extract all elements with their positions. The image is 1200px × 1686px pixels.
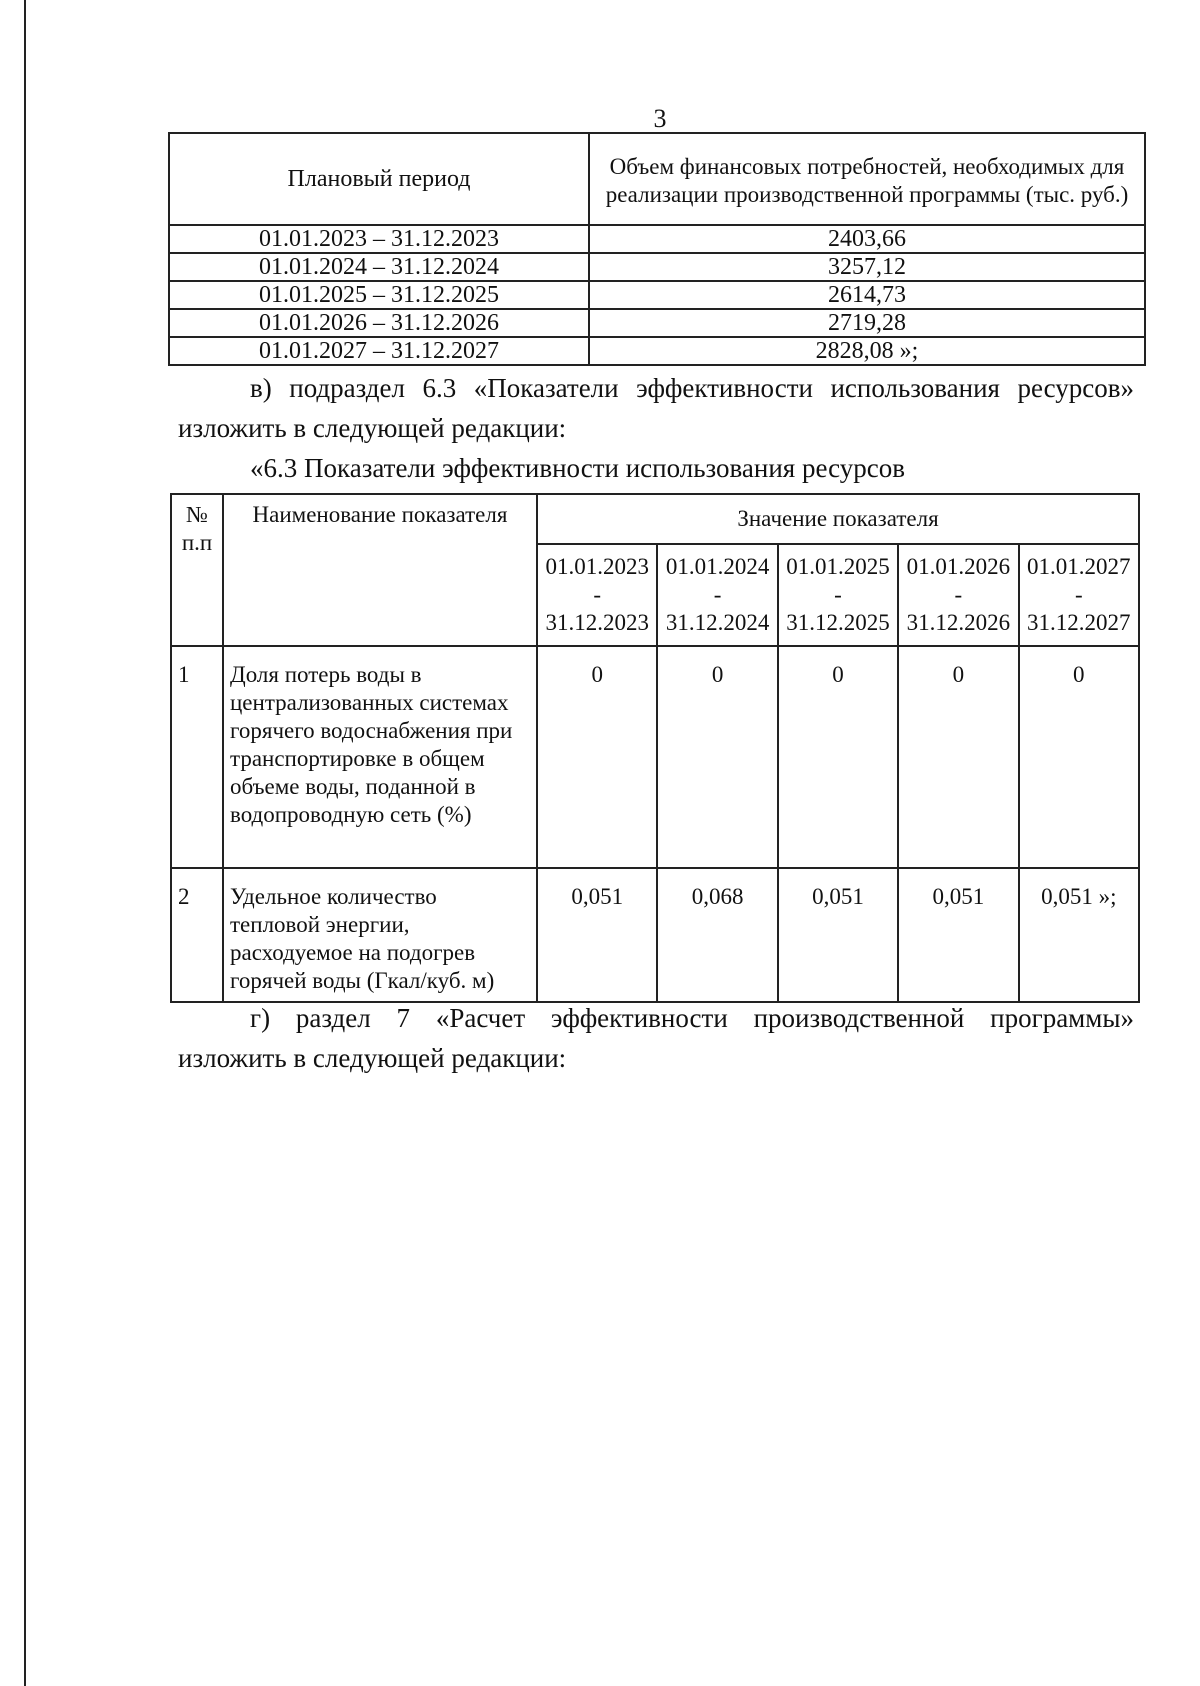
indicator-value: 0 <box>898 646 1018 868</box>
indicator-value: 0 <box>778 646 898 868</box>
period-from: 01.01.2023 <box>545 554 649 579</box>
period-cell: 01.01.2024 – 31.12.2024 <box>169 253 589 281</box>
table-row <box>169 337 1145 365</box>
page-number: 3 <box>653 104 667 133</box>
indicator-value: 0,051 <box>898 868 1018 1002</box>
value-cell: 2719,28 <box>589 309 1145 337</box>
period-to: 31.12.2023 <box>545 610 649 635</box>
period-header <box>898 544 1018 646</box>
period-from: 01.01.2025 <box>786 554 890 579</box>
section-subtitle: «6.3 Показатели эффективности использования ресурсов <box>250 453 905 483</box>
value-cell: 2403,66 <box>589 225 1145 253</box>
indicator-value: 0 <box>1019 646 1139 868</box>
paragraph-g: г) раздел 7 «Расчет эффективности производственной программы» изложить в следующей редакции: <box>178 1003 1134 1073</box>
finance-table-header <box>169 133 1145 225</box>
indicator-value: 0,051 <box>778 868 898 1002</box>
indicator-value: 0,051 <box>537 868 657 1002</box>
table-row <box>169 253 1145 281</box>
efficiency-header-row <box>171 494 1139 544</box>
efficiency-table <box>170 493 1140 1003</box>
period-cell: 01.01.2027 – 31.12.2027 <box>169 337 589 365</box>
header-volume: Объем финансовых потребностей, необходимых для реализации производственной программы (тыс. руб.) <box>589 133 1145 225</box>
indicator-name: Доля потерь воды в централизованных системах горячего водоснабжения при транспортировке в общем объеме воды, поданной в водопроводную сеть (%) <box>223 646 537 868</box>
table-row <box>171 868 1139 1002</box>
period-dash: - <box>834 582 842 607</box>
indicator-value: 0,068 <box>657 868 777 1002</box>
finance-table <box>168 132 1146 366</box>
period-dash: - <box>1074 582 1083 607</box>
row-number: 1 <box>171 646 223 868</box>
period-cell: 01.01.2025 – 31.12.2025 <box>169 281 589 309</box>
period-header <box>537 544 657 646</box>
period-dash: - <box>713 582 722 607</box>
header-name: Наименование показателя <box>223 494 537 646</box>
value-cell: 2614,73 <box>589 281 1145 309</box>
period-cell: 01.01.2026 – 31.12.2026 <box>169 309 589 337</box>
period-from: 01.01.2027 <box>1027 554 1131 579</box>
indicator-value: 0 <box>537 646 657 868</box>
period-from: 01.01.2026 <box>906 554 1011 579</box>
period-dash: - <box>593 582 602 607</box>
header-value: Значение показателя <box>537 494 1139 544</box>
row-number: 2 <box>171 868 223 1002</box>
value-cell: 2828,08 »; <box>589 337 1145 365</box>
header-num: № п.п <box>171 494 223 646</box>
table-row <box>169 281 1145 309</box>
period-to: 31.12.2027 <box>1027 610 1131 635</box>
period-header <box>778 544 898 646</box>
period-header <box>1019 544 1139 646</box>
period-to: 31.12.2024 <box>665 610 770 635</box>
table-row <box>171 646 1139 868</box>
period-from: 01.01.2024 <box>665 554 770 579</box>
indicator-value: 0 <box>657 646 777 868</box>
indicator-name: Удельное количество тепловой энергии, расходуемое на подогрев горячей воды (Гкал/куб. м) <box>223 868 537 1002</box>
indicator-value: 0,051 »; <box>1019 868 1139 1002</box>
table-row <box>169 309 1145 337</box>
period-to: 31.12.2026 <box>906 610 1011 635</box>
paragraph-v: в) подраздел 6.3 «Показатели эффективности использования ресурсов» изложить в следующей редакции: <box>178 373 1134 443</box>
header-period: Плановый период <box>169 133 589 225</box>
period-header <box>657 544 777 646</box>
page-margin-line <box>24 0 26 1686</box>
table-row <box>169 225 1145 253</box>
period-to: 31.12.2025 <box>786 610 890 635</box>
value-cell: 3257,12 <box>589 253 1145 281</box>
period-dash: - <box>954 582 963 607</box>
period-cell: 01.01.2023 – 31.12.2023 <box>169 225 589 253</box>
